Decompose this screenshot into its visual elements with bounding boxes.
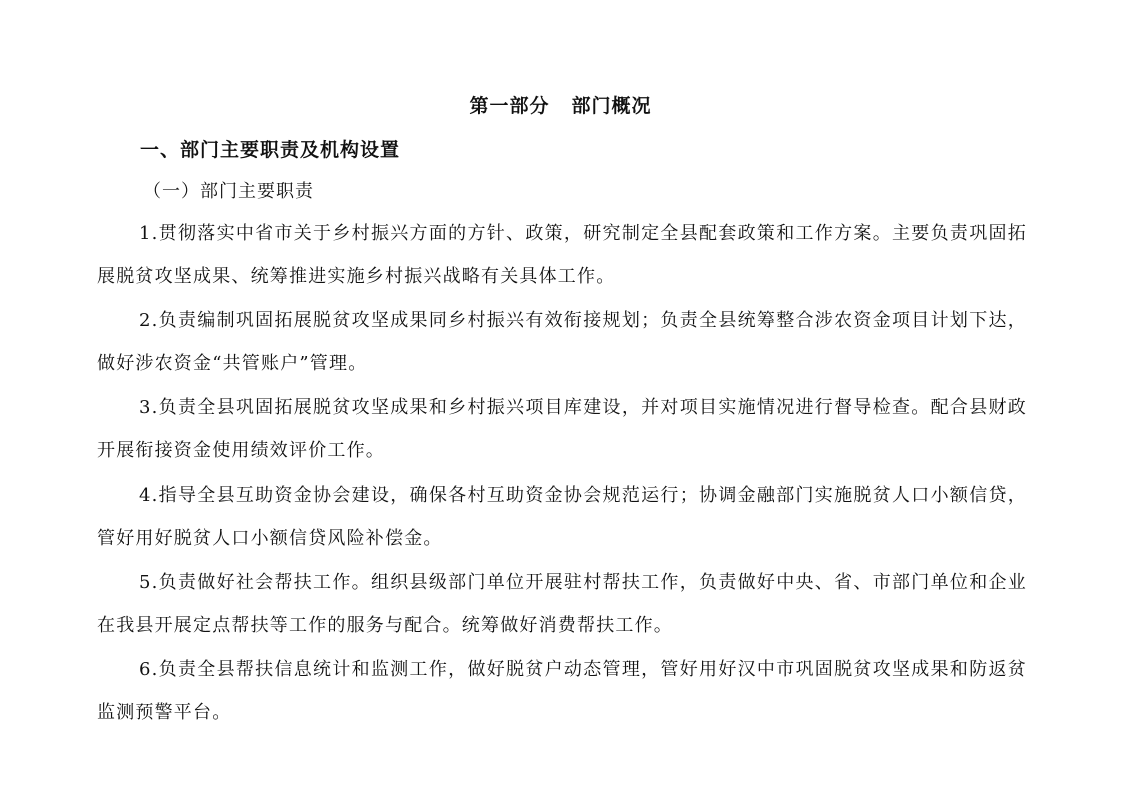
part-title	[0, 92, 1121, 120]
duty-paragraph-4: 4.指导全县互助资金协会建设，确保各村互助资金协会规范运行；协调金融部门实施脱贫人口小额信贷，管好用好脱贫人口小额信贷风险补偿金。	[97, 485, 1027, 549]
duty-paragraph-6: 6.负责全县帮扶信息统计和监测工作，做好脱贫户动态管理，管好用好汉中市巩固脱贫攻坚成果和防返贫监测预警平台。	[97, 659, 1027, 723]
duty-paragraph-5: 5.负责做好社会帮扶工作。组织县级部门单位开展驻村帮扶工作，负责做好中央、省、市部门单位和企业在我县开展定点帮扶等工作的服务与配合。统筹做好消费帮扶工作。	[97, 572, 1027, 636]
part-title-name: 部门概况	[571, 95, 652, 117]
duty-paragraph-1: 1.贯彻落实中省市关于乡村振兴方面的方针、政策，研究制定全县配套政策和工作方案。主要负责巩固拓展脱贫攻坚成果、统筹推进实施乡村振兴战略有关具体工作。	[97, 223, 1027, 287]
duty-paragraph-2: 2.负责编制巩固拓展脱贫攻坚成果同乡村振兴有效衔接规划；负责全县统筹整合涉农资金项目计划下达，做好涉农资金“共管账户”管理。	[97, 310, 1027, 374]
subsection-heading: （一）部门主要职责	[143, 181, 314, 202]
duty-paragraph-3: 3.负责全县巩固拓展脱贫攻坚成果和乡村振兴项目库建设，并对项目实施情况进行督导检查。配合县财政开展衔接资金使用绩效评价工作。	[97, 397, 1027, 461]
section-heading: 一、部门主要职责及机构设置	[140, 139, 401, 161]
part-title-number: 第一部分	[469, 95, 550, 117]
